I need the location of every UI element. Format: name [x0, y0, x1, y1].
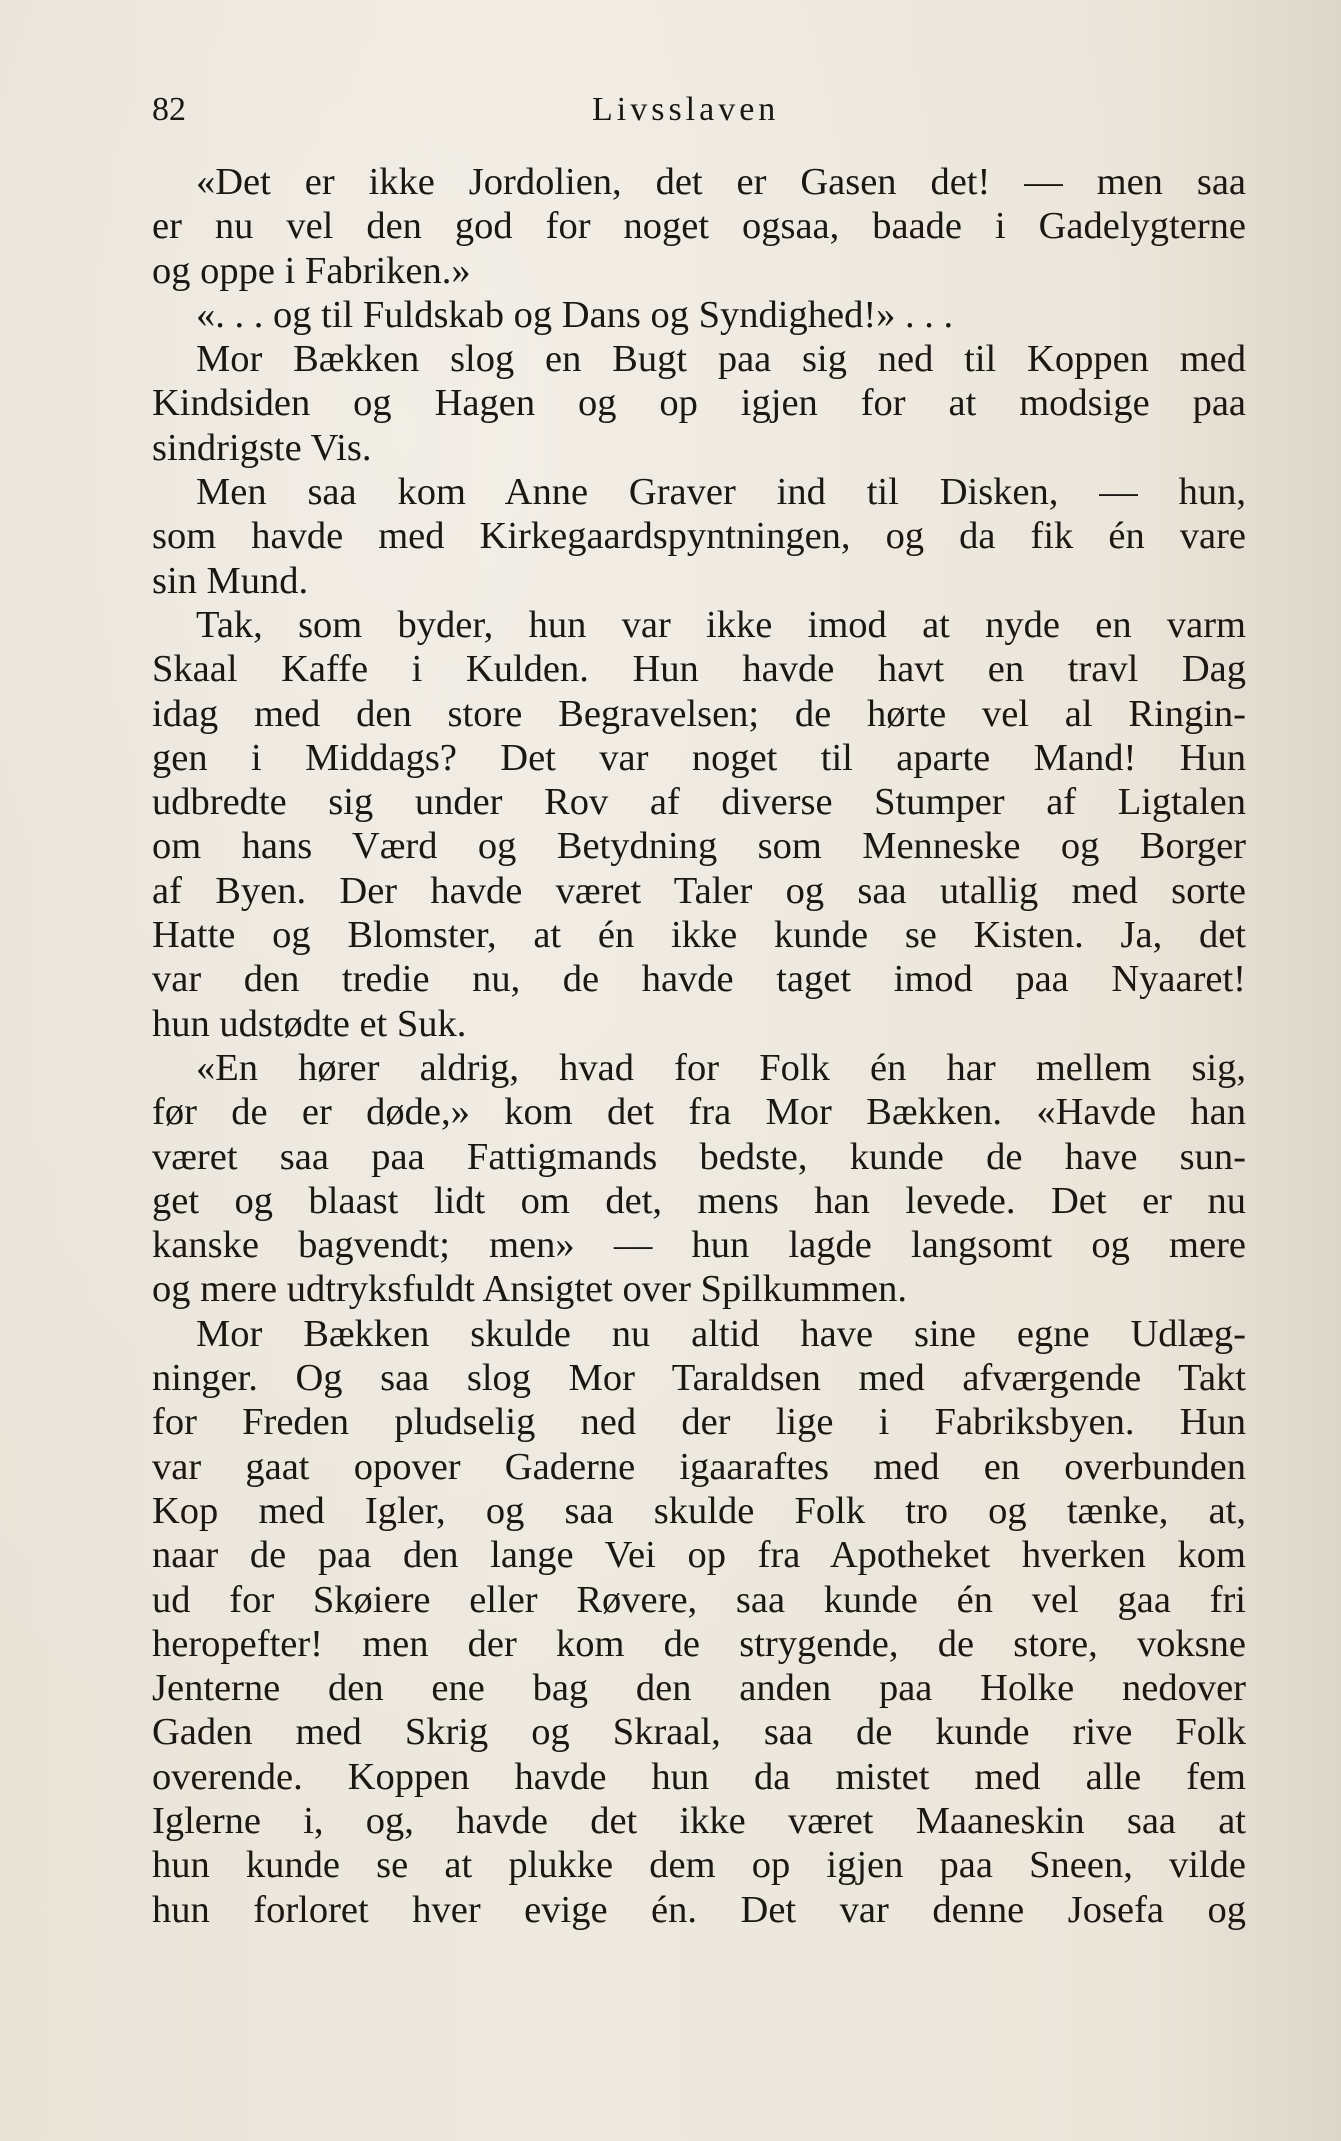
text-line: var den tredie nu, de havde taget imod paa Nyaaret! [152, 958, 1246, 1001]
body-text [152, 160, 1246, 1932]
text-line: «. . . og til Fuldskab og Dans og Syndighed!» . . . [196, 293, 954, 336]
text-line: Jenterne den ene bag den anden paa Holke nedover [152, 1667, 1246, 1710]
text-line: af Byen. Der havde været Taler og saa utallig med sorte [152, 869, 1246, 912]
text-line: for Freden pludselig ned der lige i Fabriksbyen. Hun [152, 1401, 1246, 1444]
text-line: kanske bagvendt; men» — hun lagde langsomt og mere [152, 1224, 1246, 1267]
text-line: er nu vel den god for noget ogsaa, baade i Gadelygterne [152, 205, 1246, 248]
text-line: været saa paa Fattigmands bedste, kunde de have sun- [152, 1135, 1246, 1178]
text-line: Mor Bækken skulde nu altid have sine egne Udlæg- [196, 1312, 1246, 1355]
text-line: hun forloret hver evige én. Det var denne Josefa og [152, 1888, 1246, 1931]
text-line: hun kunde se at plukke dem op igjen paa Sneen, vilde [152, 1844, 1246, 1887]
text-line: heropefter! men der kom de strygende, de store, voksne [152, 1622, 1246, 1665]
page-header [152, 86, 1246, 142]
text-line: sindrigste Vis. [152, 426, 372, 469]
text-line: var gaat opover Gaderne igaaraftes med en overbunden [152, 1445, 1246, 1488]
text-line: hun udstødte et Suk. [152, 1002, 467, 1045]
text-line: sin Mund. [152, 559, 309, 602]
text-line: Hatte og Blomster, at én ikke kunde se Kisten. Ja, det [152, 914, 1246, 957]
text-line: overende. Koppen havde hun da mistet med alle fem [152, 1755, 1246, 1798]
text-line: og mere udtryksfuldt Ansigtet over Spilkummen. [152, 1268, 907, 1311]
text-line: ninger. Og saa slog Mor Taraldsen med afværgende Takt [152, 1357, 1246, 1400]
text-line: gen i Middags? Det var noget til aparte Mand! Hun [152, 736, 1246, 779]
text-line: idag med den store Begravelsen; de hørte vel al Ringin- [152, 692, 1246, 735]
text-line: Gaden med Skrig og Skraal, saa de kunde rive Folk [152, 1711, 1246, 1754]
text-line: «Det er ikke Jordolien, det er Gasen det! — men saa [196, 161, 1246, 203]
text-line: udbredte sig under Rov af diverse Stumper af Ligtalen [152, 781, 1246, 824]
text-line: Men saa kom Anne Graver ind til Disken, — hun, [196, 471, 1246, 514]
text-line: Iglerne i, og, havde det ikke været Maaneskin saa at [152, 1799, 1246, 1842]
text-line: Tak, som byder, hun var ikke imod at nyde en varm [196, 603, 1246, 646]
page-number: 82 [152, 91, 186, 128]
text-line: naar de paa den lange Vei op fra Apotheket hverken kom [152, 1534, 1246, 1577]
text-line: get og blaast lidt om det, mens han levede. Det er nu [152, 1179, 1246, 1222]
text-line: om hans Værd og Betydning som Menneske og Borger [152, 825, 1246, 868]
text-line: før de er døde,» kom det fra Mor Bækken. «Havde han [152, 1091, 1246, 1134]
text-line: Kindsiden og Hagen og op igjen for at modsige paa [152, 382, 1246, 425]
text-line: Kop med Igler, og saa skulde Folk tro og tænke, at, [152, 1489, 1246, 1532]
text-line: som havde med Kirkegaardspyntningen, og da fik én vare [152, 515, 1246, 558]
text-line: Skaal Kaffe i Kulden. Hun havde havt en travl Dag [152, 648, 1246, 691]
running-title: Livsslaven [592, 91, 780, 128]
text-line: ud for Skøiere eller Røvere, saa kunde én vel gaa fri [152, 1578, 1246, 1621]
text-line: «En hører aldrig, hvad for Folk én har mellem sig, [196, 1046, 1246, 1089]
text-line: og oppe i Fabriken.» [152, 249, 471, 292]
text-line: Mor Bækken slog en Bugt paa sig ned til Koppen med [196, 338, 1246, 381]
